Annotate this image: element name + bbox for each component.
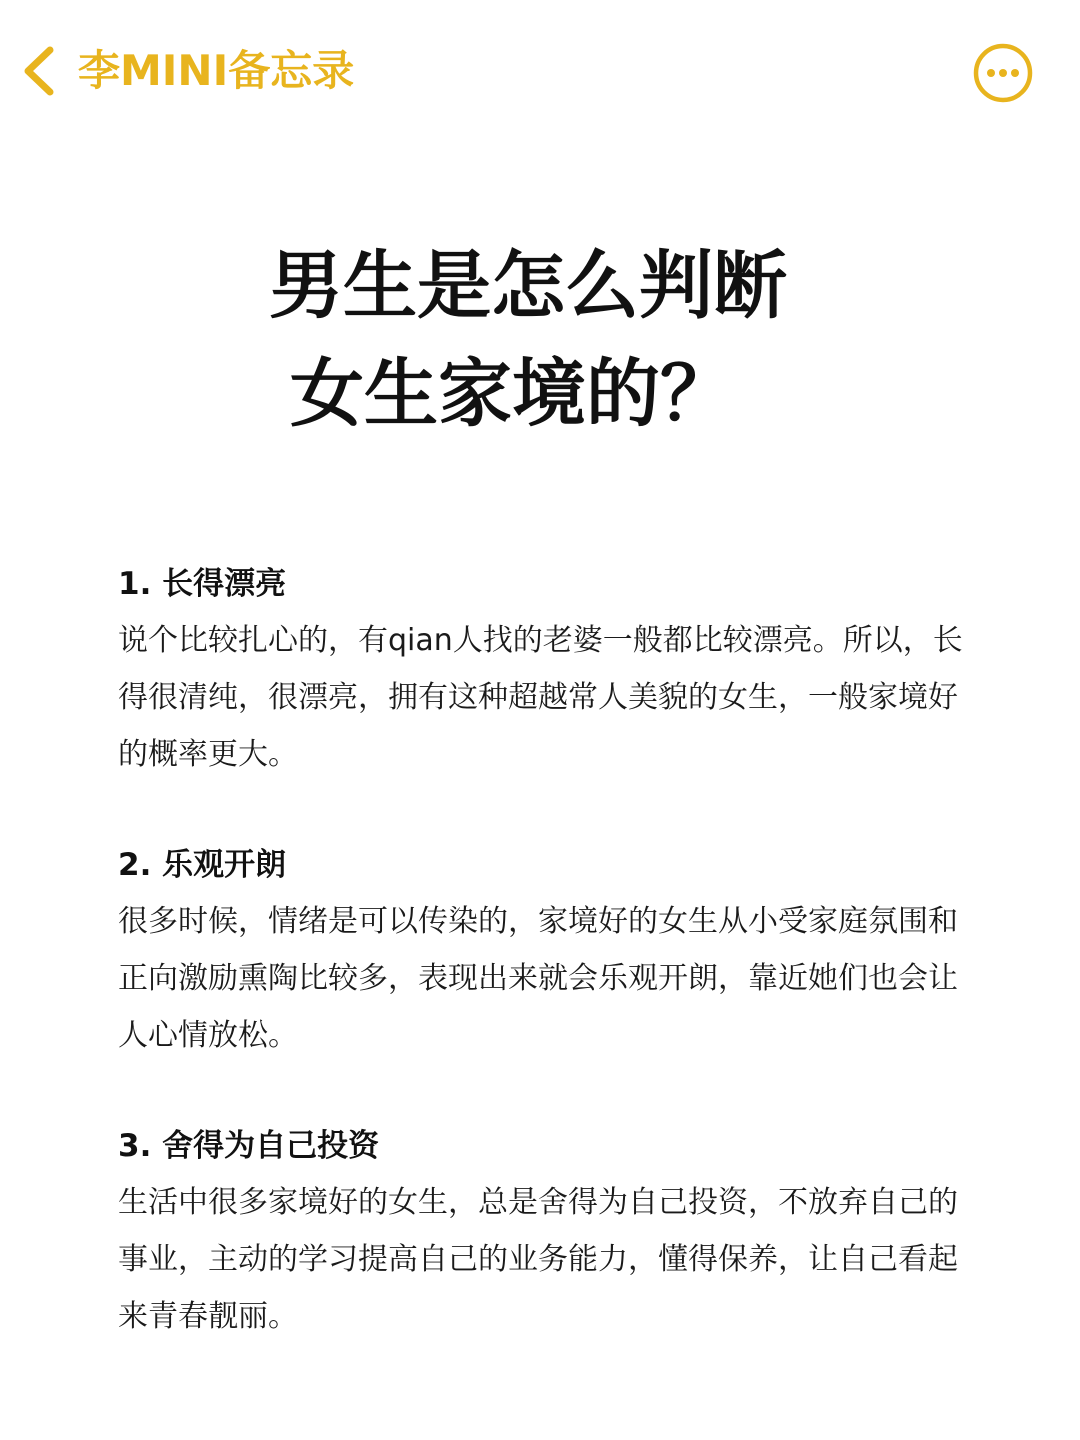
navigation-bar <box>0 0 1080 140</box>
more-options-button[interactable] <box>972 42 1034 104</box>
note-title-line-1: 男生是怎么判断 <box>269 243 787 329</box>
section-text: 生活中很多家境好的女生，总是舍得为自己投资，不放弃自己的事业，主动的学习提高自己的业务能力，懂得保养，让自己看起来青春靓丽。 <box>118 1185 958 1334</box>
section-heading: 2. 乐观开朗 <box>118 847 287 883</box>
note-body <box>118 556 978 1345</box>
back-button[interactable] <box>20 38 354 104</box>
note-section <box>118 837 978 1064</box>
section-heading: 3. 舍得为自己投资 <box>118 1128 380 1164</box>
note-section <box>118 1118 978 1345</box>
section-text: 说个比较扎心的，有qian人找的老婆一般都比较漂亮。所以，长得很清纯，很漂亮，拥有这种超越常人美貌的女生，一般家境好的概率更大。 <box>118 623 963 772</box>
section-heading: 1. 长得漂亮 <box>118 566 287 602</box>
section-text: 很多时候，情绪是可以传染的，家境好的女生从小受家庭氛围和正向激励熏陶比较多，表现出来就会乐观开朗，靠近她们也会让人心情放松。 <box>118 904 958 1053</box>
more-horizontal-icon <box>972 42 1034 104</box>
note-title-line-2: 女生家境的？ <box>290 351 734 437</box>
note-title <box>0 232 1080 448</box>
note-section <box>118 556 978 783</box>
chevron-left-icon <box>20 46 56 96</box>
back-label: 李MINI备忘录 <box>78 46 355 95</box>
